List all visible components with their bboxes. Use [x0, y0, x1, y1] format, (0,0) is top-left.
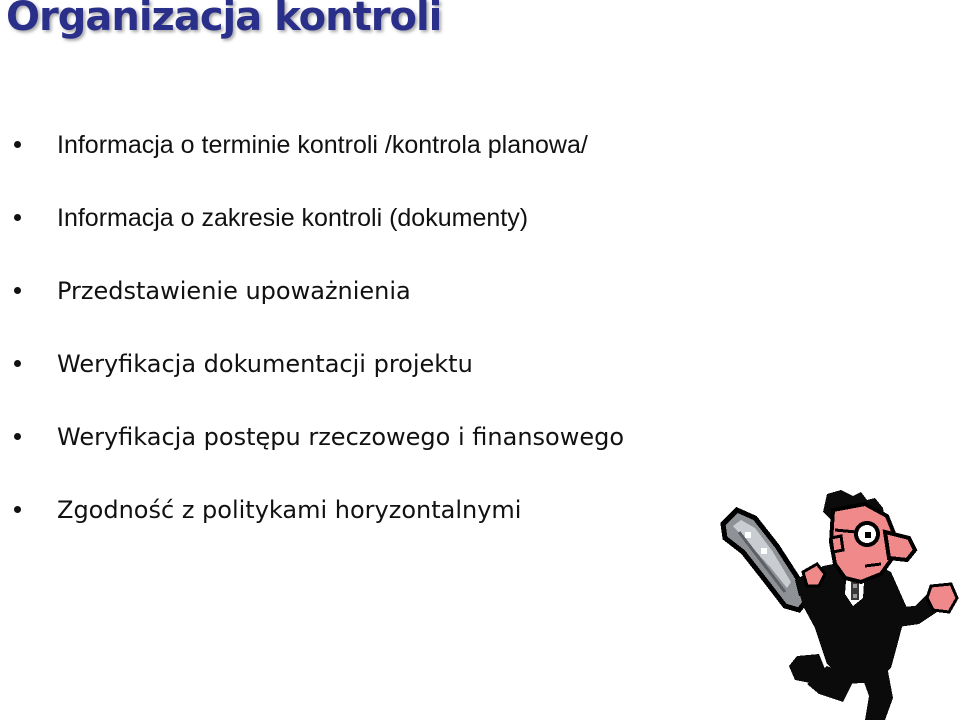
bullet-icon — [14, 506, 21, 513]
bullet-text: Zgodność z politykami horyzontalnymi — [57, 496, 522, 524]
slide-title: Organizacja kontroli — [6, 0, 442, 40]
bullet-text: Informacja o zakresie kontroli (dokumenty) — [57, 204, 529, 232]
head — [823, 490, 915, 582]
bullet-text: Informacja o terminie kontroli /kontrola planowa/ — [57, 131, 588, 159]
magnifier-icon — [723, 510, 807, 610]
bullet-text: Weryfikacja dokumentacji projektu — [57, 350, 473, 378]
bullet-icon — [14, 287, 21, 294]
bullet-text: Przedstawienie upoważnienia — [57, 277, 411, 305]
inspector-with-magnifier-icon — [715, 488, 960, 720]
bullet-text: Weryfikacja postępu rzeczowego i finansowego — [57, 423, 625, 451]
bullet-icon — [14, 141, 21, 148]
bullet-icon — [14, 433, 21, 440]
bullet-icon — [14, 360, 21, 367]
bullet-icon — [14, 214, 21, 221]
